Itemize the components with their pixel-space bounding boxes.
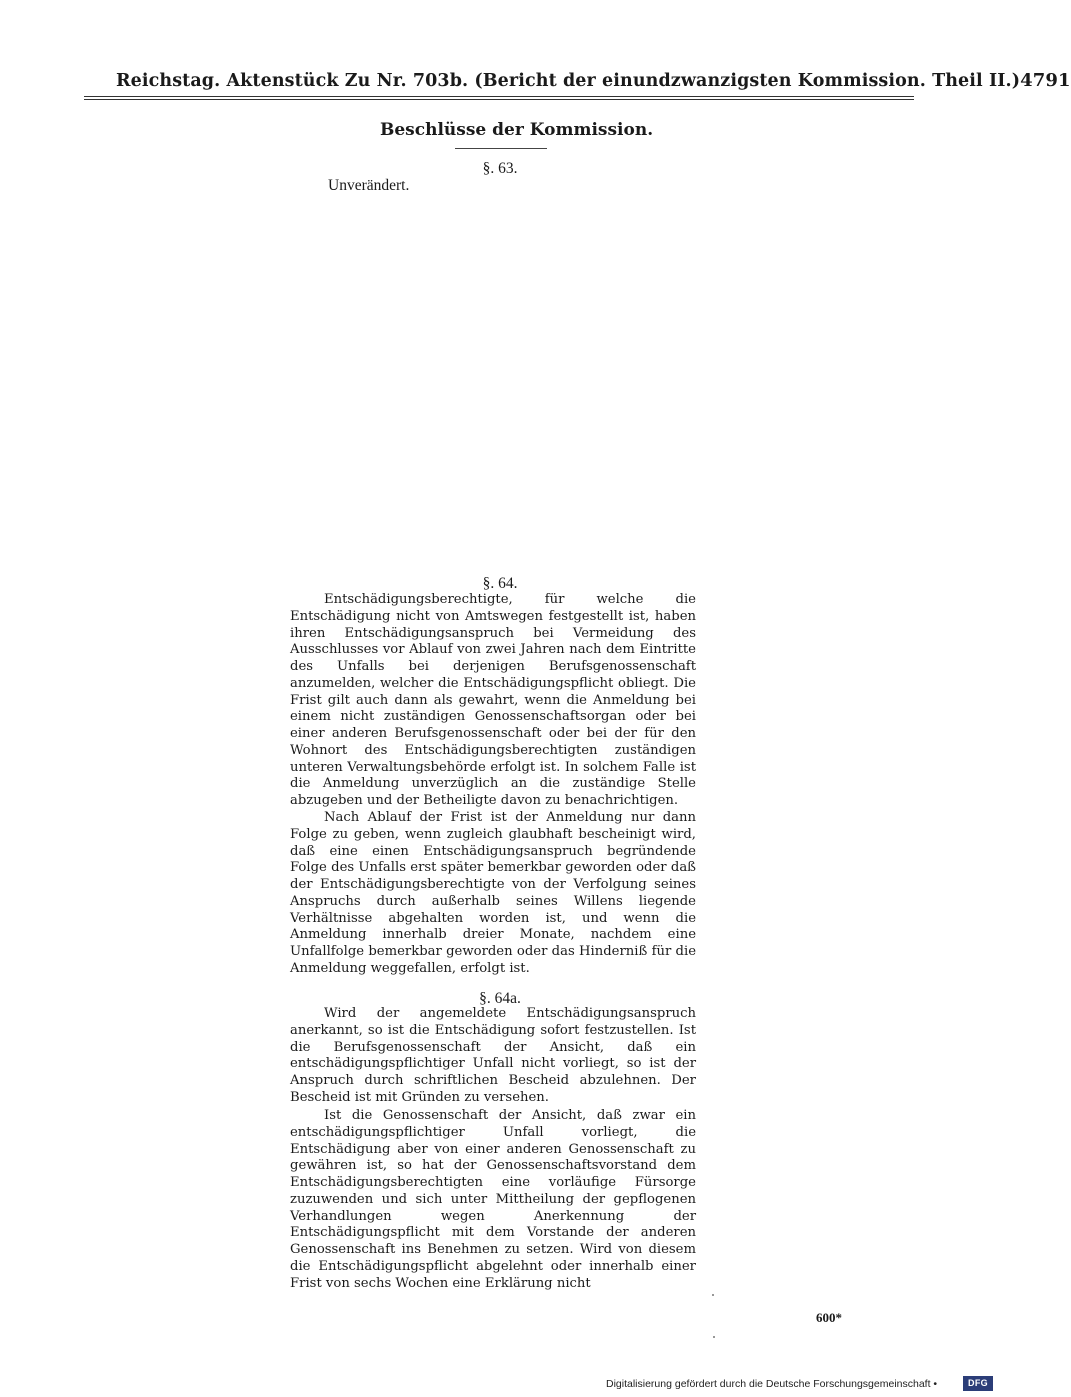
dfg-logo: DFG <box>963 1376 993 1391</box>
digitization-credit: Digitalisierung gefördert durch die Deutsche Forschungsgemeinschaft • <box>606 1378 938 1390</box>
page-number: 4791 <box>1020 70 1071 91</box>
header-rule-top <box>84 96 914 97</box>
section-64-paragraph-1: Entschädigungsberechtigte, für welche die Entschädigung nicht von Amtswegen festgestellt ist, haben ihren Entschädigungsanspruch bei Vermeidung des Ausschlusses vor Ablauf von zwei Jahren nach dem Eintritte des Unfalls bei derjenigen Berufsgenossenschaft anzumelden, welcher die Entschädigungspflicht obliegt. Die Frist gilt auch dann als gewahrt, wenn die Anmeldung bei einem nicht zuständigen Genossenschaftsorgan oder bei einer anderen Berufsgenossenschaft oder bei der für den Wohnort des Entschädigungsberechtigten zuständigen unteren Verwaltungsbehörde erfolgt ist. In solchem Falle ist die Anmeldung unverzüglich an die zuständige Stelle abzugeben und der Betheiligte davon zu benachrichtigen. <box>290 592 696 808</box>
header-title: Reichstag. Aktenstück Zu Nr. 703b. (Bericht der einundzwanzigsten Kommission. Theil II.) <box>116 71 1021 91</box>
section-64a-body-2 <box>290 1108 696 1292</box>
section-64-paragraph-2: Nach Ablauf der Frist ist der Anmeldung nur dann Folge zu geben, wenn zugleich glaubhaft bescheinigt wird, daß eine einen Entschädigungsanspruch begründende Folge des Unfalls erst später bemerkbar geworden oder daß der Entschädigungsberechtigte von der Verfolgung seines Anspruchs durch außerhalb seines Willens liegende Verhältnisse abgehalten worden ist, und wenn die Anmeldung innerhalb dreier Monate, nachdem eine Unfallfolge bemerkbar geworden oder das Hinderniß für die Anmeldung weggefallen, erfolgt ist. <box>290 810 696 976</box>
section-heading-64: §. 64. <box>482 575 518 592</box>
header-rule-bottom <box>84 99 914 100</box>
section-heading-64a: §. 64a. <box>479 990 521 1007</box>
scan-speck <box>712 1294 714 1296</box>
section-heading-63: §. 63. <box>482 160 518 177</box>
signature-mark: 600* <box>816 1310 842 1325</box>
section-64-body <box>290 592 696 810</box>
section-63-text: Unverändert. <box>328 177 410 194</box>
section-64a-paragraph-1: Wird der angemeldete Entschädigungsanspruch anerkannt, so ist die Entschädigung sofort festzustellen. Ist die Berufsgenossenschaft der Ansicht, daß ein entschädigungspflichtiger Unfall nicht vorliegt, so ist der Anspruch durch schriftlichen Bescheid abzulehnen. Der Bescheid ist mit Gründen zu versehen. <box>290 1006 696 1105</box>
section-64-body-2 <box>290 810 696 978</box>
section-64a-paragraph-2: Ist die Genossenschaft der Ansicht, daß zwar ein entschädigungspflichtiger Unfall vorliegt, die Entschädigung aber von einer anderen Genossenschaft zu gewähren ist, so hat der Genossenschaftsvorstand dem Entschädigungsberechtigten eine vorläufige Fürsorge zuzuwenden und sich unter Mittheilung der gepflogenen Verhandlungen wegen Anerkennung der Entschädigungspflicht mit dem Vorstande der anderen Genossenschaft ins Benehmen zu setzen. Wird von diesem die Entschädigungspflicht abgelehnt oder innerhalb einer Frist von sechs Wochen eine Erklärung nicht <box>290 1108 696 1291</box>
scan-speck <box>713 1336 715 1338</box>
running-header <box>116 70 1071 98</box>
title-divider <box>455 148 547 149</box>
column-title: Beschlüsse der Kommission. <box>380 120 654 140</box>
section-64a-body <box>290 1006 696 1107</box>
